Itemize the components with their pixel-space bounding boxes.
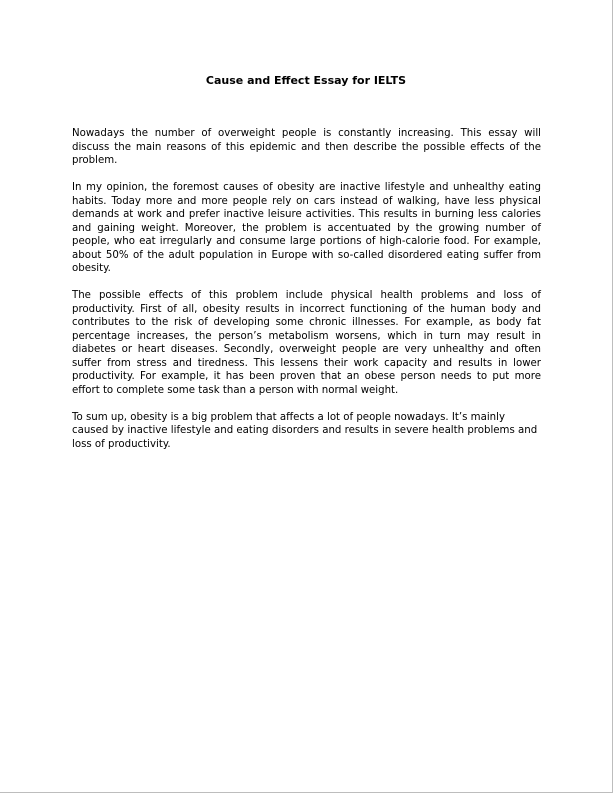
essay-body: [72, 127, 541, 465]
essay-paragraph-introduction: Nowadays the number of overweight people is constantly increasing. This essay will discuss the main reasons of this epidemic and then describe the possible effects of the problem.: [72, 128, 541, 166]
essay-title: Cause and Effect Essay for IELTS: [205, 74, 407, 87]
essay-paragraph-effects: The possible effects of this problem include physical health problems and loss of productivity. First of all, obesity results in incorrect functioning of the human body and contributes to the risk of developing some chronic illnesses. For example, as body fat percentage increases, the person’s metabolism worsens, which in turn may result in diabetes or heart diseases. Secondly, overweight people are very unhealthy and often suffer from stress and tiredness. This lessens their work capacity and results in lower productivity. For example, it has been proven that an obese person needs to put more effort to complete some task than a person with normal weight.: [72, 290, 541, 396]
essay-paragraph-conclusion: To sum up, obesity is a big problem that affects a lot of people nowadays. It’s mainly caused by inactive lifestyle and eating disorders and results in severe health problems and loss of productivity.: [72, 411, 538, 450]
essay-paragraph-causes: In my opinion, the foremost causes of obesity are inactive lifestyle and unhealthy eating habits. Today more and more people rely on cars instead of walking, have less physical demands at work and prefer inactive leisure activities. This results in burning less calories and gaining weight. Moreover, the problem is accentuated by the growing number of people, who eat irregularly and consume large portions of high-calorie food. For example, about 50% of the adult population in Europe with so-called disordered eating suffer from obesity.: [72, 182, 541, 274]
